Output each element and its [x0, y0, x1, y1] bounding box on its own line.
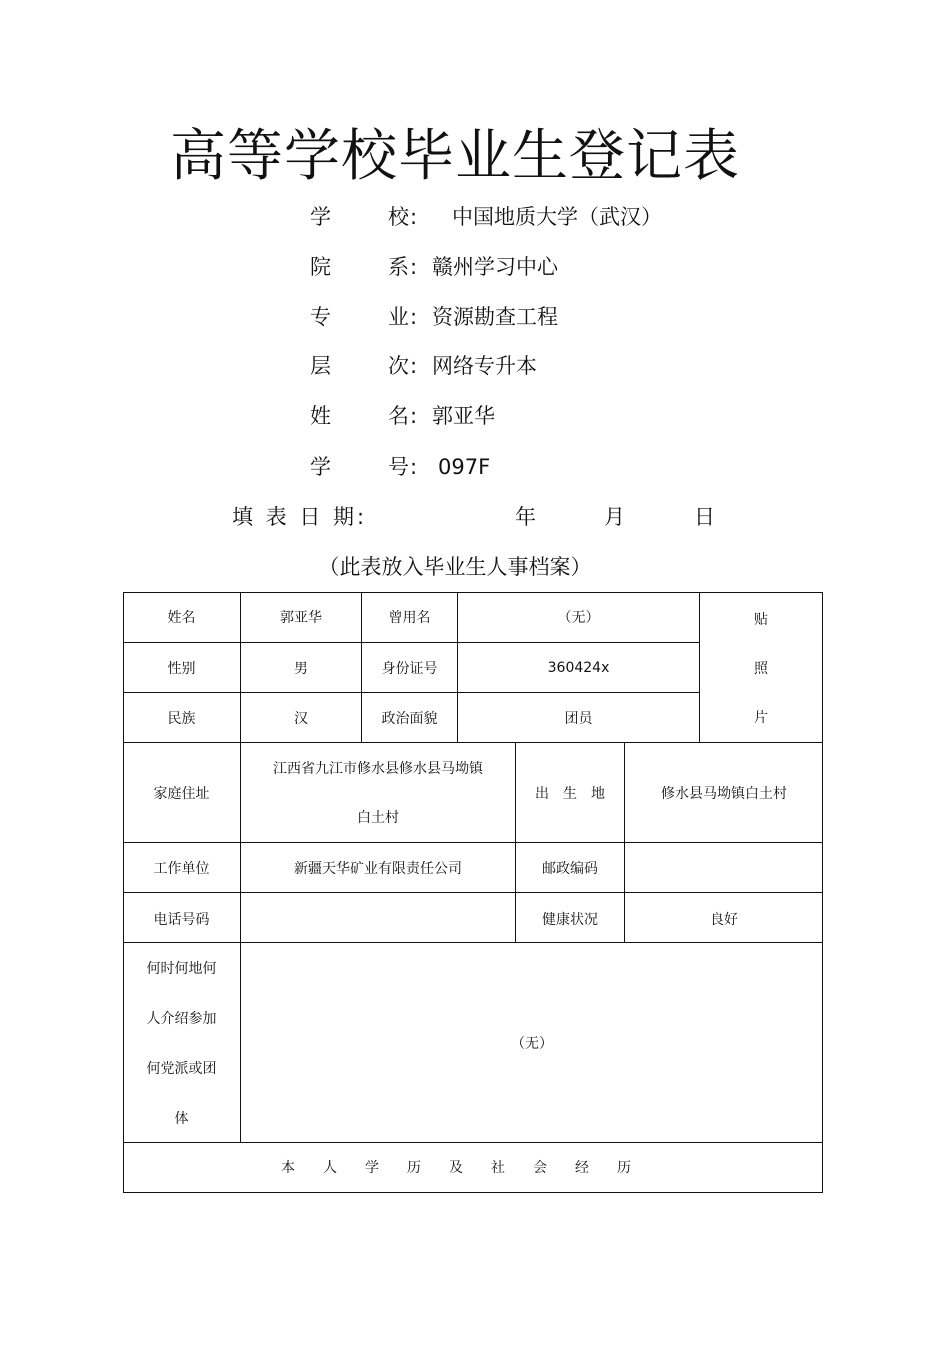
political-status-label: 政治面貌 [381, 710, 438, 727]
birthplace-label: 出 生 地 [535, 785, 605, 802]
form-title: 高等学校毕业生登记表 [170, 124, 740, 189]
info-label-char: 名 [388, 404, 409, 428]
phone-label: 电话号码 [153, 912, 210, 928]
party-label-line: 体 [174, 1111, 189, 1127]
fill-date-day: 日 [694, 505, 715, 529]
ethnicity-label: 民族 [167, 710, 196, 727]
info-label-char: 学 [310, 455, 331, 479]
health-value: 良好 [710, 912, 738, 928]
info-colon: : [410, 255, 418, 279]
heading-char: 会 [533, 1160, 547, 1176]
info-label-char: 业 [388, 305, 409, 329]
former-name-label: 曾用名 [388, 610, 431, 626]
info-colon: : [410, 404, 418, 428]
home-address-label: 家庭住址 [153, 785, 210, 802]
info-value-department: 赣州学习中心 [432, 255, 558, 279]
name-value: 郭亚华 [280, 610, 322, 626]
work-unit-value: 新疆天华矿业有限责任公司 [294, 860, 462, 877]
id-number-label: 身份证号 [381, 660, 438, 677]
party-label-line: 何党派或团 [146, 1061, 217, 1077]
photo-label-char: 贴 [754, 612, 768, 628]
archive-note: （此表放入毕业生人事档案） [318, 555, 592, 579]
info-colon: : [410, 354, 418, 378]
ethnicity-value: 汉 [294, 710, 308, 727]
party-label-line: 何时何地何 [146, 961, 217, 977]
info-label-char: 号 [388, 455, 409, 479]
info-value-level: 网络专升本 [432, 354, 537, 378]
info-label-char: 院 [310, 255, 331, 279]
info-value-student-id: 097F [438, 455, 491, 479]
health-label: 健康状况 [542, 912, 598, 928]
info-label-char: 姓 [310, 404, 331, 428]
postcode-value [625, 843, 823, 892]
fill-date-label: 填 表 日 期: [232, 505, 368, 529]
info-label-char: 系 [388, 255, 409, 279]
photo-area [700, 609, 822, 727]
info-colon: : [410, 455, 418, 479]
party-label-line: 人介绍参加 [146, 1011, 217, 1027]
info-label-char: 专 [310, 305, 331, 329]
info-label-char: 次 [388, 354, 409, 378]
fill-date-year: 年 [515, 505, 536, 529]
birthplace-value: 修水县马坳镇白土村 [661, 785, 787, 802]
id-number-value: 360424x [547, 659, 610, 676]
heading-char: 经 [575, 1160, 589, 1176]
work-unit-label: 工作单位 [153, 860, 210, 877]
phone-value [241, 893, 515, 942]
home-address-line2: 白土村 [357, 810, 399, 826]
fill-date-month: 月 [604, 505, 625, 529]
postcode-label: 邮政编码 [542, 860, 598, 877]
name-label: 姓名 [167, 610, 196, 626]
graduate-registration-form [123, 592, 823, 1193]
gender-value: 男 [294, 660, 308, 677]
heading-char: 及 [449, 1160, 463, 1176]
photo-label-char: 照 [754, 661, 768, 677]
education-history-heading [281, 1143, 631, 1191]
info-label-char: 校 [388, 205, 409, 229]
photo-label-char: 片 [754, 710, 768, 726]
heading-char: 社 [491, 1160, 505, 1176]
info-colon: : [410, 305, 418, 329]
info-colon: : [410, 205, 418, 229]
heading-char: 本 [281, 1160, 295, 1176]
heading-char: 学 [365, 1160, 379, 1176]
info-label-char: 学 [310, 205, 331, 229]
heading-char: 人 [323, 1160, 337, 1176]
info-value-school: 中国地质大学（武汉） [452, 205, 662, 229]
home-address-line1: 江西省九江市修水县修水县马坳镇 [273, 761, 483, 777]
heading-char: 历 [617, 1160, 631, 1176]
info-value-name: 郭亚华 [432, 404, 495, 428]
party-membership-label [123, 958, 240, 1128]
info-label-char: 层 [310, 354, 331, 378]
heading-char: 历 [407, 1160, 421, 1176]
former-name-value: （无） [557, 610, 600, 626]
gender-label: 性别 [167, 660, 196, 677]
info-value-major: 资源勘查工程 [432, 305, 558, 329]
political-status-value: 团员 [564, 710, 593, 727]
party-membership-value: （无） [511, 1035, 553, 1052]
